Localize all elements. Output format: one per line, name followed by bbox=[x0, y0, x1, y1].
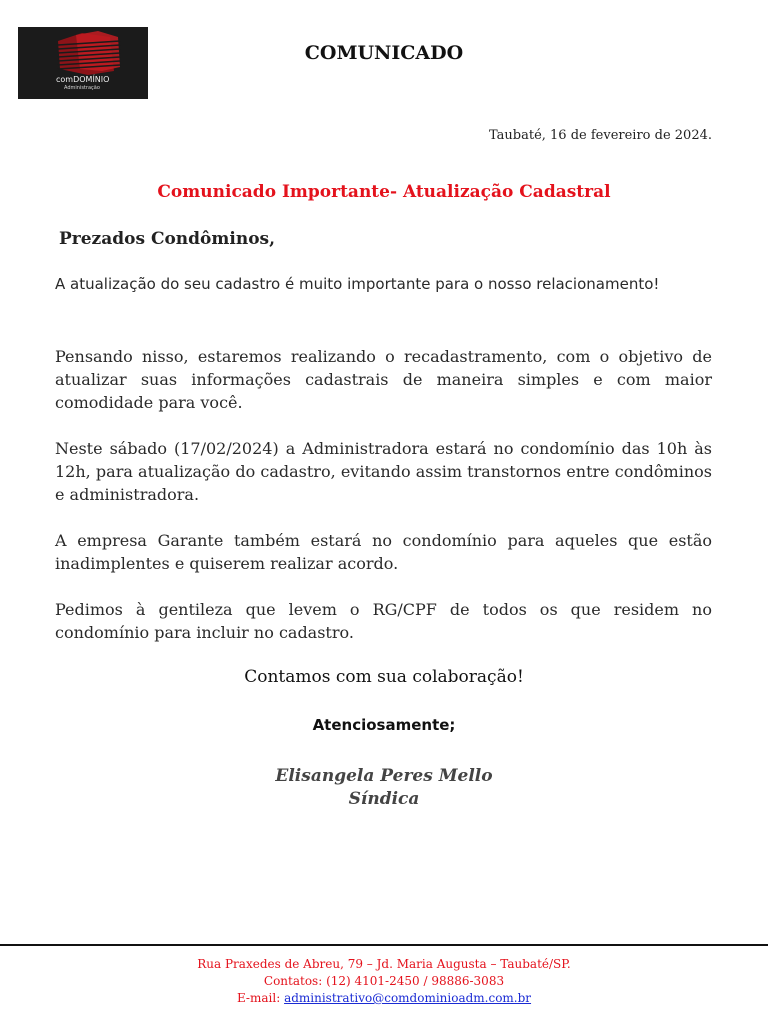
footer-contacts: Contatos: (12) 4101-2450 / 98886-3083 bbox=[263, 974, 505, 988]
greeting: Prezados Condôminos, bbox=[59, 229, 276, 249]
signature-block bbox=[0, 765, 768, 811]
signer-name: Elisangela Peres Mello bbox=[275, 766, 493, 786]
footer-divider bbox=[0, 944, 768, 946]
paragraph-4: A empresa Garante também estará no condomínio para aqueles que estão inadimplentes e quiserem realizar acordo. bbox=[55, 531, 712, 573]
logo-tagline: Administração bbox=[64, 85, 100, 91]
footer-email-line bbox=[0, 990, 768, 1007]
paragraph-2: Pensando nisso, estaremos realizando o recadastramento, com o objetivo de atualizar suas informações cadastrais de maneira simples e com maior comodidade para você. bbox=[55, 347, 712, 412]
subject-heading: Comunicado Importante- Atualização Cadastral bbox=[157, 182, 611, 202]
footer-email-label: E-mail: bbox=[236, 991, 285, 1005]
paragraph-5: Pedimos à gentileza que levem o RG/CPF de todos os que residem no condomínio para incluir no cadastro. bbox=[55, 600, 712, 642]
regards-line: Atenciosamente; bbox=[312, 716, 456, 734]
closing-line: Contamos com sua colaboração! bbox=[244, 667, 524, 687]
signer-role: Síndica bbox=[348, 789, 420, 809]
paragraph-3: Neste sábado (17/02/2024) a Administradora estará no condomínio das 10h às 12h, para atualização do cadastro, evitando assim transtornos entre condôminos e administradora. bbox=[55, 439, 712, 504]
paragraph-1: A atualização do seu cadastro é muito importante para o nosso relacionamento! bbox=[55, 275, 660, 293]
logo-brand: comDOMÍNIO bbox=[56, 75, 110, 84]
document-title: COMUNICADO bbox=[304, 42, 464, 64]
email-link[interactable]: administrativo@comdominioadm.com.br bbox=[284, 991, 532, 1005]
footer-address: Rua Praxedes de Abreu, 79 – Jd. Maria Augusta – Taubaté/SP. bbox=[197, 957, 571, 971]
document-date: Taubaté, 16 de fevereiro de 2024. bbox=[488, 128, 712, 143]
